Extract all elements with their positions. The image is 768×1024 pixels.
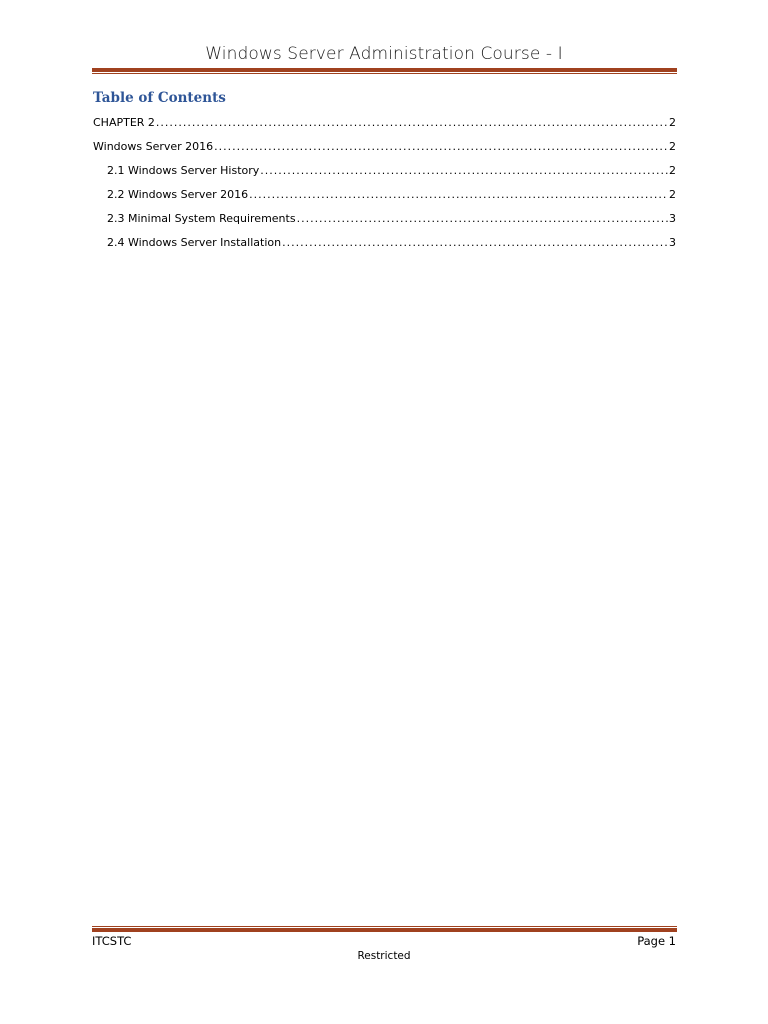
footer-rule [92, 926, 677, 932]
header-title: Windows Server Administration Course - I [205, 44, 563, 64]
toc-entry-page: 2 [669, 116, 676, 129]
toc-entry-2-4[interactable] [93, 235, 676, 259]
toc-entry-2-1[interactable] [93, 163, 676, 187]
toc-entry-2-2[interactable] [93, 187, 676, 211]
toc-entry-label: 2.3 Minimal System Requirements [107, 212, 296, 225]
footer-page-number: Page 1 [637, 934, 676, 948]
toc-leader-dots [214, 139, 668, 155]
toc-entry-page: 2 [669, 164, 676, 177]
toc-leader-dots [282, 235, 668, 251]
table-of-contents [93, 115, 676, 259]
toc-entry-2-3[interactable] [93, 211, 676, 235]
toc-leader-dots [260, 163, 668, 179]
toc-entry-chapter-2[interactable] [93, 115, 676, 139]
footer-organization: ITCSTC [92, 934, 132, 948]
header-rule [92, 68, 677, 74]
toc-leader-dots [297, 211, 668, 227]
toc-entry-label: CHAPTER 2 [93, 116, 155, 129]
toc-entry-label: 2.1 Windows Server History [107, 164, 260, 177]
footer-classification: Restricted [357, 950, 411, 962]
toc-heading: Table of Contents [93, 90, 226, 106]
toc-entry-windows-server-2016[interactable] [93, 139, 676, 163]
toc-entry-label: 2.2 Windows Server 2016 [107, 188, 249, 201]
toc-entry-page: 3 [669, 212, 676, 225]
toc-leader-dots [156, 115, 668, 131]
toc-entry-page: 3 [669, 236, 676, 249]
toc-entry-label: Windows Server 2016 [93, 140, 214, 153]
toc-entry-label: 2.4 Windows Server Installation [107, 236, 282, 249]
toc-entry-page: 2 [669, 140, 676, 153]
toc-entry-page: 2 [669, 188, 676, 201]
toc-leader-dots [249, 187, 668, 203]
